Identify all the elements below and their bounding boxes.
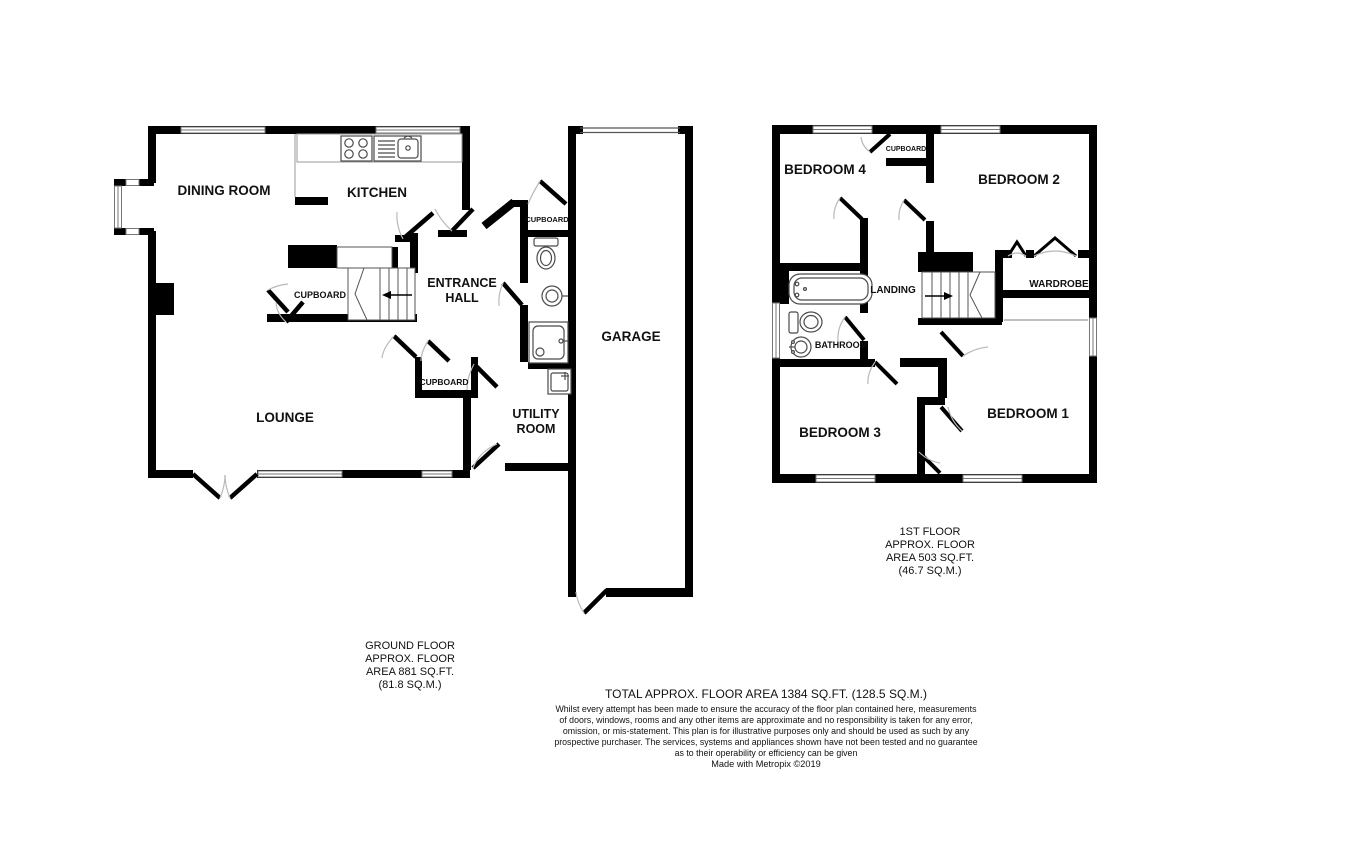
disclaimer-line-2: of doors, windows, rooms and any other items are approximate and no responsibility is taken for any error, (559, 715, 973, 725)
basin-icon-ground (542, 286, 568, 306)
first-floor-area-note (885, 526, 975, 577)
entrance-hall-label-1: ENTRANCE (427, 276, 497, 290)
kitchen-sink-icon (374, 136, 421, 161)
utility-room-label-1: UTILITY (512, 407, 560, 421)
basin-icon-first (789, 337, 811, 357)
bedroom3-label: BEDROOM 3 (799, 425, 881, 440)
side-door-leaf (540, 181, 566, 204)
bedroom1-label: BEDROOM 1 (987, 406, 1069, 421)
ground-door-arcs (220, 181, 584, 613)
ground-stairs (337, 247, 415, 320)
side-cupboard-label: CUPBOARD (525, 215, 569, 224)
hob-icon (341, 136, 372, 161)
front-door-leaf (452, 209, 473, 231)
ground-floor-area-note (365, 640, 455, 691)
dining-door-leaf (268, 290, 288, 312)
ground-area-line3: AREA 881 SQ.FT. (365, 666, 455, 678)
shower-icon (529, 322, 568, 363)
bedroom3-door-leaf (875, 362, 897, 384)
toilet-icon-ground (534, 238, 558, 269)
bedroom4-label: BEDROOM 4 (784, 162, 866, 177)
first-stairs (922, 272, 995, 318)
utility-room-label-2: ROOM (516, 422, 556, 436)
disclaimer-line-1: Whilst every attempt has been made to ensure the accuracy of the floor plan contained here, measurements (555, 704, 977, 714)
kitchen-label: KITCHEN (347, 185, 407, 200)
hall-cupboard-door-leaf (428, 341, 449, 361)
disclaimer-line-5: as to their operability or efficiency can be given (674, 748, 858, 758)
first-floor-plan (772, 125, 1097, 483)
utility-sink-icon (548, 369, 571, 394)
landing-label: LANDING (870, 285, 916, 296)
metropix-credit: Made with Metropix ©2019 (711, 759, 821, 769)
garage-label: GARAGE (601, 329, 661, 344)
entrance-hall-label-2: HALL (445, 291, 479, 305)
lounge-label: LOUNGE (256, 410, 314, 425)
cloakroom-door-leaf (503, 283, 522, 305)
utility-external-door-leaf (473, 444, 499, 468)
footer (554, 687, 977, 769)
garage-vehicle-door (580, 128, 680, 133)
cupboard-label-first: CUPBOARD (885, 146, 927, 153)
first-area-line3: AREA 503 SQ.FT. (885, 552, 975, 564)
rear-cupboard-label: CUPBOARD (419, 377, 469, 387)
stairs-cupboard-label: CUPBOARD (293, 290, 347, 300)
bedroom2-label: BEDROOM 2 (978, 172, 1060, 187)
total-area-text: TOTAL APPROX. FLOOR AREA 1384 SQ.FT. (128.5 SQ.M.) (605, 687, 927, 701)
bathroom-door-leaf (845, 317, 864, 340)
dining-room-label: DINING ROOM (177, 183, 271, 198)
disclaimer-line-4: prospective purchaser. The services, systems and appliances shown have not been tested and no guarantee (554, 737, 978, 747)
toilet-icon-first (789, 312, 822, 333)
patio-door-right-leaf (230, 474, 257, 498)
disclaimer-line-3: omission, or mis-statement. This plan is for illustrative purposes only and should be used as such by any (562, 726, 970, 736)
hall-lounge-door-leaf (394, 336, 416, 357)
bathroom-label: BATHROOM (814, 340, 868, 350)
bedroom2-door-leaf (904, 200, 925, 220)
bedroom4-door-leaf (840, 198, 862, 219)
patio-door-left-leaf (193, 474, 220, 498)
first-area-line2: APPROX. FLOOR (885, 539, 975, 551)
wardrobe-door-arcs (1008, 251, 1076, 256)
ground-area-line1: GROUND FLOOR (365, 640, 455, 652)
ground-area-line2: APPROX. FLOOR (365, 653, 455, 665)
first-area-line4: (46.7 SQ.M.) (898, 565, 962, 577)
ground-floor-plan (114, 126, 693, 613)
bathtub-icon (789, 274, 872, 304)
first-area-line1: 1ST FLOOR (899, 526, 961, 538)
porch-angled-wall (484, 202, 514, 226)
garage-rear-door-leaf (584, 590, 607, 613)
ground-area-line4: (81.8 SQ.M.) (378, 679, 442, 691)
wardrobe-label: WARDROBE (1029, 279, 1089, 290)
bedroom1-landing-door-leaf (941, 332, 963, 356)
